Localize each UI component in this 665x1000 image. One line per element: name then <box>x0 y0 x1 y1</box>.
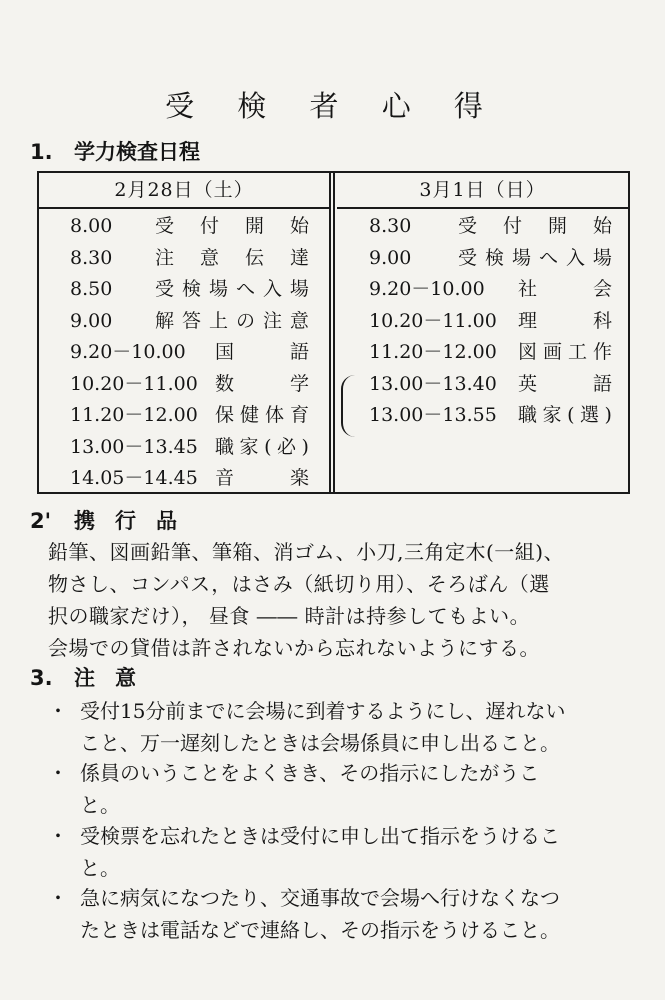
bullet-mark: ・ <box>48 824 68 848</box>
schedule-time: 10.20－11.00 <box>70 372 198 395</box>
schedule-event: 図 画 工 作 <box>518 341 612 363</box>
bullet-mark: ・ <box>48 886 68 910</box>
schedule-row <box>39 369 329 401</box>
day1-rows <box>39 209 329 495</box>
schedule-time: 8.00 <box>70 215 113 237</box>
note-item <box>48 695 648 759</box>
schedule-time: 8.30 <box>70 246 113 269</box>
note-line: 受付15分前までに会場に到着するようにし、遅れない <box>80 699 566 723</box>
schedule-row <box>39 274 329 306</box>
section-notes-heading <box>30 662 156 692</box>
schedule-time: 9.00 <box>70 309 113 332</box>
schedule-time: 13.00－13.55 <box>369 404 497 426</box>
note-line: 受検票を忘れたときは受付に申し出て指示をうけるこ <box>80 824 560 848</box>
schedule-time: 8.50 <box>70 278 113 300</box>
day2-rows <box>337 209 628 432</box>
day2-header: 3月1日（日） <box>337 173 628 209</box>
note-item <box>48 757 648 821</box>
schedule-row <box>337 243 628 275</box>
column-divider <box>329 173 335 492</box>
schedule-time: 9.00 <box>369 246 412 269</box>
schedule-time: 9.20－10.00 <box>369 278 485 300</box>
schedule-event: 国 語 <box>215 341 309 363</box>
schedule-row <box>39 337 329 369</box>
schedule-event: 職 家 ( 必 ) <box>215 435 309 458</box>
schedule-event: 数 学 <box>215 372 309 395</box>
note-line: 係員のいうことをよくきき、その指示にしたがうこ <box>80 761 540 785</box>
day1-header: 2月28日（土） <box>39 173 329 209</box>
schedule-row <box>337 306 628 338</box>
note-line: と。 <box>80 793 120 817</box>
schedule-day1-column <box>39 173 329 492</box>
section-label: 携行品 <box>74 509 197 533</box>
section-label: 注意 <box>74 666 156 690</box>
note-item <box>48 820 648 884</box>
items-paragraph <box>48 536 648 664</box>
bullet-mark: ・ <box>48 761 68 785</box>
schedule-time: 11.20－12.00 <box>70 404 198 426</box>
paragraph-line: 鉛筆、図画鉛筆、筆箱、消ゴム、小刀,三角定木(一組)、 <box>48 540 565 564</box>
schedule-time: 9.20－10.00 <box>70 341 186 363</box>
schedule-time: 13.00－13.45 <box>70 435 198 458</box>
schedule-event: 受 検 場 へ 入 場 <box>155 278 309 300</box>
note-line: 急に病気になつたり、交通事故で会場へ行けなくなつ <box>80 886 560 910</box>
section-number: 1. <box>30 140 53 164</box>
section-label: 学力検査日程 <box>74 140 200 164</box>
schedule-row <box>39 306 329 338</box>
schedule-time: 10.20－11.00 <box>369 309 497 332</box>
schedule-row <box>39 211 329 243</box>
schedule-event: 保 健 体 育 <box>215 404 309 426</box>
schedule-time: 11.20－12.00 <box>369 341 497 363</box>
bullet-mark: ・ <box>48 699 68 723</box>
schedule-day2-column <box>337 173 628 492</box>
schedule-time: 8.30 <box>369 215 412 237</box>
page-title: 受 検 者 心 得 <box>165 89 500 123</box>
schedule-row <box>337 400 628 432</box>
schedule-event: 受 付 開 始 <box>155 215 309 237</box>
elective-bracket <box>341 375 357 437</box>
paragraph-line: 択の職家だけ）， 昼食 ―― 時計は持参してもよい。 <box>48 604 531 628</box>
schedule-event: 解 答 上 の 注 意 <box>155 309 309 332</box>
schedule-row <box>337 211 628 243</box>
section-schedule-heading <box>30 136 200 166</box>
schedule-event: 注 意 伝 達 <box>155 246 309 269</box>
note-item <box>48 882 648 946</box>
schedule-event: 音 楽 <box>215 467 309 489</box>
schedule-row <box>39 432 329 464</box>
schedule-event: 社 会 <box>518 278 612 300</box>
schedule-event: 英 語 <box>518 372 612 395</box>
schedule-row <box>39 463 329 495</box>
schedule-time: 13.00－13.40 <box>369 372 497 395</box>
section-number: 3. <box>30 666 53 690</box>
schedule-row <box>39 400 329 432</box>
note-line: たときは電話などで連絡し、その指示をうけること。 <box>80 918 560 942</box>
section-items-heading <box>30 505 197 535</box>
note-line: こと、万一遅刻したときは会場係員に申し出ること。 <box>80 731 560 755</box>
section-number: 2' <box>30 509 52 533</box>
paragraph-line: 物さし、コンパス，はさみ（紙切り用）、そろばん（選 <box>48 572 550 596</box>
schedule-event: 職 家 ( 選 ) <box>518 404 612 426</box>
paragraph-line: 会場での貸借は許されないから忘れないようにする。 <box>48 636 540 660</box>
schedule-row <box>337 274 628 306</box>
schedule-row <box>337 369 628 401</box>
schedule-event: 受 付 開 始 <box>458 215 612 237</box>
schedule-event: 理 科 <box>518 309 612 332</box>
schedule-time: 14.05－14.45 <box>70 467 198 489</box>
schedule-row <box>39 243 329 275</box>
schedule-row <box>337 337 628 369</box>
note-line: と。 <box>80 856 120 880</box>
schedule-table <box>37 171 630 494</box>
schedule-event: 受 検 場 へ 入 場 <box>458 246 612 269</box>
